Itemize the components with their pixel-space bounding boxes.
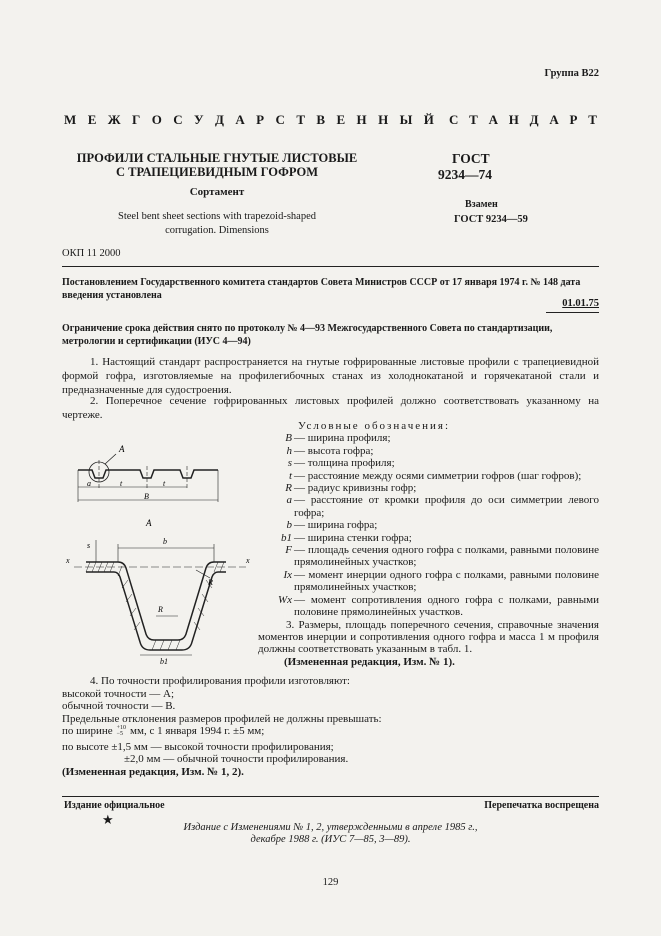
banner-letter: А — [549, 112, 559, 127]
label-x-right: x — [246, 556, 250, 565]
paragraph-3: 3. Размеры, площадь поперечного сечения, справочные значения моментов инерции и сопротивления одного гофра и масса 1 м профиля должны соответствовать указанным в табл. 1. — [258, 618, 599, 656]
legend-symbol: s — [287, 457, 292, 470]
legend-title: Условные обозначения: — [298, 420, 451, 432]
legend-description: — ширина профиля; — [294, 432, 391, 445]
group-code: Группа В22 — [544, 68, 599, 79]
legend-description: — расстояние от кромки профиля до оси симметрии левого гофра; — [294, 494, 599, 519]
banner-letter: С — [173, 112, 183, 127]
banner-letter: Н — [508, 112, 519, 127]
legend-symbol: b1 — [281, 531, 292, 544]
label-s: s — [87, 541, 91, 550]
banner-letter: Т — [588, 112, 597, 127]
legend-description: — высота гофра; — [294, 444, 374, 457]
legend-symbol: B — [285, 432, 292, 445]
label-b: b — [163, 537, 167, 546]
english-title: Steel bent sheet sections with trapezoid-shaped corrugation. Dimensions — [118, 211, 316, 236]
legend-symbol: R — [285, 482, 292, 495]
banner-letter: С — [275, 112, 285, 127]
legend-item — [258, 594, 599, 619]
legend-item — [258, 482, 599, 494]
legend-symbol: b — [286, 519, 292, 532]
label-x-left: x — [66, 556, 70, 565]
divider — [62, 266, 599, 267]
document-title: ПРОФИЛИ СТАЛЬНЫЕ ГНУТЫЕ ЛИСТОВЫЕ С ТРАПЕЦИЕВИДНЫМ ГОФРОМ — [76, 151, 358, 179]
label-b1: b1 — [160, 657, 168, 665]
footer-divider — [62, 796, 599, 797]
legend-symbol: F — [285, 544, 292, 557]
date-rule — [546, 312, 599, 313]
standard-banner — [64, 112, 597, 128]
banner-letter: А — [488, 112, 498, 127]
legend-description: — момент сопротивления одного гофра с полками, равными половине прямолинейных участков. — [294, 593, 599, 619]
paragraph-1: 1. Настоящий стандарт распространяется на гнутые гофрированные листовые профили с трапециевидной формой гофра, изготовляемые на профилегибочных станах из холоднокатаной и горячекатаной стали и предназначенные для судостроения. — [62, 356, 599, 396]
okp-code: ОКП 11 2000 — [62, 248, 121, 259]
label-R-outer: R — [208, 578, 213, 587]
label-A-view: A — [146, 518, 152, 528]
star-icon: ★ — [102, 812, 114, 827]
legend-item — [258, 532, 599, 544]
legend-symbol: Wx — [277, 593, 292, 606]
legend-description: — ширина стенки гофра; — [294, 531, 412, 544]
decree-text: Постановлением Государственного комитета стандартов Совета Министров СССР от 17 января 1974 г. № 148 дата введения установлена — [62, 277, 581, 301]
paragraph-3-change: (Измененная редакция, Изм. № 1). — [284, 655, 455, 668]
banner-left — [64, 112, 434, 128]
banner-letter: О — [151, 112, 162, 127]
banner-letter: Ж — [107, 112, 121, 127]
banner-letter: А — [235, 112, 245, 127]
banner-letter: Н — [356, 112, 367, 127]
legend-item — [258, 494, 599, 519]
banner-letter: В — [316, 112, 326, 127]
page-number: 129 — [322, 877, 339, 888]
label-a: a — [87, 479, 91, 488]
banner-letter: Т — [296, 112, 305, 127]
legend-symbol: h — [286, 444, 292, 457]
document-subtitle: Сортамент — [189, 186, 245, 198]
replaces-value: ГОСТ 9234—59 — [454, 214, 528, 225]
label-A-detail: A — [119, 444, 125, 454]
gost-designation: ГОСТ 9234—74 — [438, 151, 492, 182]
legend-item — [258, 544, 599, 569]
legend-item — [258, 519, 599, 531]
banner-letter: М — [64, 112, 77, 127]
banner-letter: Ы — [399, 112, 413, 127]
banner-letter: Й — [423, 112, 434, 127]
replaces-label: Взамен — [465, 199, 498, 210]
label-t-2: t — [163, 479, 166, 488]
legend — [258, 420, 599, 668]
introduction-date: 01.01.75 — [562, 298, 599, 309]
legend-item — [258, 457, 599, 469]
paragraph-2: 2. Поперечное сечение гофрированных листовых профилей должно соответствовать указанному на чертеже. — [62, 395, 599, 421]
legend-symbol: Ix — [283, 568, 292, 581]
banner-letter: Д — [215, 112, 224, 127]
banner-letter: Д — [529, 112, 539, 127]
legend-description: — площадь сечения одного гофра с полками, равными половине прямолинейных участков; — [294, 544, 600, 569]
profile-drawing — [60, 440, 260, 665]
legend-description: — расстояние между осями симметрии гофров (шаг гофров); — [294, 469, 582, 482]
official-edition: Издание официальное — [64, 800, 165, 811]
label-B: B — [144, 492, 149, 501]
banner-letter: У — [194, 112, 204, 127]
legend-symbol: a — [286, 494, 292, 507]
legend-item — [258, 569, 599, 594]
banner-letter: Р — [569, 112, 578, 127]
label-t-1: t — [120, 479, 123, 488]
banner-right — [449, 112, 597, 128]
limit-text: Ограничение срока действия снято по протоколу № 4—93 Межгосударственного Совета по стандартизации, метрологии и сертификации (ИУС 4—94) — [62, 323, 553, 347]
legend-description: — радиус кривизны гофр; — [294, 482, 417, 495]
banner-letter: С — [449, 112, 459, 127]
legend-description: — толщина профиля; — [294, 457, 395, 470]
legend-description: — ширина гофра; — [294, 519, 378, 532]
banner-letter: Е — [87, 112, 97, 127]
banner-letter: Т — [469, 112, 478, 127]
legend-items — [258, 432, 599, 618]
width-tolerance: по ширине +10 −5 мм, с 1 января 1994 г. ±5 мм; — [62, 725, 265, 738]
edition-note: Издание с Изменениями № 1, 2, утвержденными в апреле 1985 г., декабре 1988 г. (ИУС 7—85, 3—89). — [183, 822, 478, 845]
legend-description: — момент инерции одного гофра с полками, равными половине прямолинейных участков; — [294, 568, 600, 594]
legend-item — [258, 432, 599, 444]
legend-symbol: t — [288, 469, 292, 482]
banner-letter: Е — [336, 112, 346, 127]
paragraph-4: 4. По точности профилирования профили изготовляют: высокой точности — А; обычной точности — В. Предельные отклонения размеров профилей не должны превышать: по ширине +10 −5 мм, с 1 января 1994 г. ±5 мм; по высоте ±1,5 мм — высокой точности профилирования; ±2,0 мм — обычной точности профилирования. (Измененная редакция, Изм. № 1, 2). — [90, 675, 599, 778]
banner-letter: Р — [256, 112, 265, 127]
label-R-inner: R — [158, 605, 163, 614]
banner-letter: Н — [378, 112, 389, 127]
legend-item — [258, 445, 599, 457]
legend-item — [258, 470, 599, 482]
banner-letter: Г — [132, 112, 141, 127]
no-reprint: Перепечатка воспрещена — [484, 800, 599, 811]
